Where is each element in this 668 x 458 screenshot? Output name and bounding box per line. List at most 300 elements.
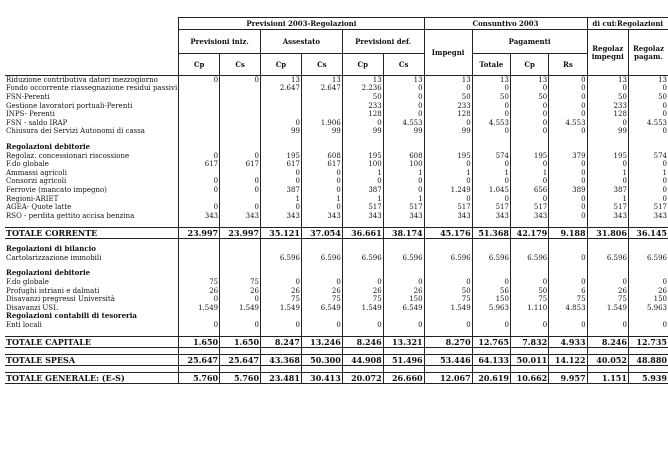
cell-value: [549, 262, 587, 269]
cell-value: [510, 238, 548, 245]
cell-value: [261, 365, 302, 372]
cell-value: 0: [261, 321, 302, 330]
table-row: [5, 84, 668, 93]
cell-value: [179, 110, 220, 119]
cell-value: [220, 347, 261, 354]
cell-value: 5.760: [220, 372, 261, 383]
cell-value: [628, 347, 668, 354]
row-label: Fondo occorrente riassegnazione residui passivi: [6, 84, 178, 93]
row-label: Ferrovie (mancato impegno): [6, 185, 107, 194]
cell-value: 0: [628, 84, 668, 93]
cell-value: [383, 262, 424, 269]
cell-value: [220, 365, 261, 372]
group-consuntivo-header: Consuntivo 2003: [424, 18, 587, 30]
impegni-header: Impegni: [424, 30, 472, 76]
cell-value: 50: [587, 93, 628, 102]
cell-value: 75: [301, 295, 342, 304]
cell-value: 0: [179, 321, 220, 330]
cell-value: 1.650: [220, 336, 261, 347]
cell-value: 517: [510, 203, 548, 212]
cell-value: 0: [510, 101, 548, 110]
cell-value: 50: [510, 286, 548, 295]
cell-value: [510, 220, 548, 227]
cell-value: [220, 220, 261, 227]
cell-value: 26: [220, 286, 261, 295]
cell-value: 517: [383, 203, 424, 212]
row-label: Regolazioni debitorie: [6, 142, 91, 151]
table-row: [5, 101, 668, 110]
cell-value: 343: [383, 211, 424, 220]
cell-value: [472, 245, 510, 254]
cell-value: 0: [472, 127, 510, 136]
cell-value: 0: [628, 160, 668, 169]
spacer-row: [5, 262, 668, 269]
cell-value: [510, 143, 548, 152]
regolaz-impegni-header: Regolaz impegni: [587, 30, 628, 76]
cell-value: 0: [510, 278, 548, 287]
cell-value: 51.496: [383, 354, 424, 365]
cell-value: 0: [342, 278, 383, 287]
table-body: [5, 76, 668, 384]
cell-value: [220, 118, 261, 127]
cell-value: 0: [587, 160, 628, 169]
cell-value: [383, 136, 424, 143]
cell-value: 23.997: [179, 227, 220, 238]
cell-value: 0: [424, 278, 472, 287]
cell-value: 0: [549, 278, 587, 287]
cell-value: 0: [424, 160, 472, 169]
cell-value: [424, 269, 472, 278]
cell-value: 0: [472, 110, 510, 119]
row-label: RSO - perdita gettito accisa benzina: [6, 211, 135, 220]
cell-value: 574: [472, 151, 510, 160]
row-label: FSN-Perenti: [6, 92, 50, 101]
cell-value: 13: [510, 76, 548, 85]
cell-value: 617: [261, 160, 302, 169]
cell-value: 13.321: [383, 336, 424, 347]
cell-value: 1.549: [424, 304, 472, 313]
row-label: [5, 220, 179, 227]
cell-value: 0: [587, 321, 628, 330]
cell-value: 150: [628, 295, 668, 304]
cell-value: [220, 84, 261, 93]
cell-value: 0: [628, 101, 668, 110]
row-label: Profughi istriani e dalmati: [6, 286, 100, 295]
cell-value: 64.133: [472, 354, 510, 365]
cell-value: [179, 269, 220, 278]
cell-value: [424, 220, 472, 227]
cell-value: 23.997: [220, 227, 261, 238]
cell-value: [510, 312, 548, 321]
cell-value: [628, 136, 668, 143]
cell-value: [261, 329, 302, 336]
cell-value: [301, 136, 342, 143]
cell-value: 0: [510, 127, 548, 136]
cell-value: 1: [342, 168, 383, 177]
row-label: F.do globale: [6, 160, 49, 169]
row-label: Chiusura dei Servizi Autonomi di cassa: [6, 127, 145, 136]
cell-value: 1: [383, 194, 424, 203]
cell-value: 1: [628, 168, 668, 177]
cell-value: [220, 101, 261, 110]
cell-value: 75: [179, 278, 220, 287]
table-row: [5, 118, 668, 127]
cell-value: 0: [472, 160, 510, 169]
col-totale: Totale: [472, 54, 510, 76]
cell-value: [628, 143, 668, 152]
col-cs: Cs: [220, 54, 261, 76]
cell-value: 12.735: [628, 336, 668, 347]
cell-value: [424, 365, 472, 372]
cell-value: [549, 329, 587, 336]
cell-value: 13.246: [301, 336, 342, 347]
cell-value: [587, 365, 628, 372]
cell-value: 1: [261, 194, 302, 203]
cell-value: 0: [383, 101, 424, 110]
cell-value: [301, 110, 342, 119]
cell-value: 9.957: [549, 372, 587, 383]
cell-value: 1.151: [587, 372, 628, 383]
cell-value: 0: [220, 203, 261, 212]
total-row: [5, 354, 668, 365]
cell-value: [510, 245, 548, 254]
cell-value: 50.300: [301, 354, 342, 365]
cell-value: [383, 143, 424, 152]
cell-value: 0: [549, 93, 587, 102]
cell-value: [261, 262, 302, 269]
cell-value: 8.247: [261, 336, 302, 347]
row-label: Disavanzi USL: [6, 303, 58, 312]
cell-value: 128: [587, 110, 628, 119]
cell-value: 0: [301, 186, 342, 195]
cell-value: [342, 269, 383, 278]
cell-value: [383, 329, 424, 336]
regolaz-pagam-header: Regolaz pagam.: [628, 30, 668, 76]
cell-value: 517: [628, 203, 668, 212]
cell-value: [510, 347, 548, 354]
cell-value: [587, 143, 628, 152]
table-row: [5, 160, 668, 169]
spacer-row: [5, 136, 668, 143]
cell-value: 1.110: [510, 304, 548, 313]
cell-value: 26: [628, 286, 668, 295]
cell-value: 1.549: [179, 304, 220, 313]
cell-value: 195: [342, 151, 383, 160]
table-row: [5, 194, 668, 203]
cell-value: 0: [510, 118, 548, 127]
cell-value: 1.249: [424, 186, 472, 195]
cell-value: [383, 365, 424, 372]
cell-value: 0: [587, 84, 628, 93]
cell-value: 99: [342, 127, 383, 136]
cell-value: 0: [549, 203, 587, 212]
table-row: [5, 186, 668, 195]
cell-value: [342, 238, 383, 245]
cell-value: [549, 238, 587, 245]
total-row: [5, 227, 668, 238]
cell-value: [220, 262, 261, 269]
cell-value: 75: [424, 295, 472, 304]
cell-value: [383, 347, 424, 354]
assestato-header: Assestato: [261, 30, 343, 54]
cell-value: 2.647: [301, 84, 342, 93]
cell-value: [587, 245, 628, 254]
cell-value: [424, 347, 472, 354]
regolazioni-table: [5, 17, 668, 384]
cell-value: 0: [261, 203, 302, 212]
table-row: [5, 110, 668, 119]
row-label: Regolazioni di bilancio: [6, 245, 96, 254]
cell-value: [301, 238, 342, 245]
cell-value: 656: [510, 186, 548, 195]
cell-value: 99: [261, 127, 302, 136]
cell-value: [220, 254, 261, 263]
cell-value: 0: [301, 177, 342, 186]
cell-value: 6.549: [383, 304, 424, 313]
cell-value: 6.596: [587, 254, 628, 263]
cell-value: [261, 101, 302, 110]
row-label: TOTALE CORRENTE: [5, 227, 179, 238]
cell-value: 56: [472, 286, 510, 295]
cell-value: 4.933: [549, 336, 587, 347]
cell-value: 1: [472, 168, 510, 177]
cell-value: 23.481: [261, 372, 302, 383]
cell-value: 6: [549, 286, 587, 295]
cell-value: [220, 143, 261, 152]
cell-value: 233: [424, 101, 472, 110]
spacer-row: [5, 238, 668, 245]
cell-value: 0: [424, 177, 472, 186]
cell-value: 4.553: [628, 118, 668, 127]
cell-value: 100: [342, 160, 383, 169]
cell-value: [261, 269, 302, 278]
cell-value: 6.596: [628, 254, 668, 263]
cell-value: 75: [220, 278, 261, 287]
cell-value: [472, 365, 510, 372]
cell-value: 0: [472, 177, 510, 186]
cell-value: [179, 143, 220, 152]
row-label: Regolazioni contabili di tesoreria: [6, 312, 137, 321]
table-row: [5, 143, 668, 152]
cell-value: 43.368: [261, 354, 302, 365]
cell-value: 10.662: [510, 372, 548, 383]
cell-value: [220, 312, 261, 321]
cell-value: 13: [424, 76, 472, 85]
cell-value: [510, 365, 548, 372]
cell-value: 343: [261, 211, 302, 220]
cell-value: [342, 365, 383, 372]
cell-value: 0: [628, 186, 668, 195]
row-label: Cartolarizzazione immobili: [6, 253, 102, 262]
total-row: [5, 372, 668, 383]
cell-value: 343: [220, 211, 261, 220]
cell-value: 0: [472, 84, 510, 93]
col-cs: Cs: [383, 54, 424, 76]
table-row: [5, 278, 668, 287]
row-label: [5, 238, 179, 245]
cell-value: 50: [424, 93, 472, 102]
table-row: [5, 245, 668, 254]
cell-value: 0: [301, 203, 342, 212]
cell-value: 0: [179, 203, 220, 212]
row-label: F.do globale: [6, 278, 49, 287]
cell-value: [424, 262, 472, 269]
cell-value: 75: [510, 295, 548, 304]
cell-value: 30.413: [301, 372, 342, 383]
cell-value: 343: [342, 211, 383, 220]
cell-value: [220, 168, 261, 177]
cell-value: 0: [549, 254, 587, 263]
cell-value: [301, 220, 342, 227]
cell-value: 99: [383, 127, 424, 136]
cell-value: [549, 220, 587, 227]
cell-value: [179, 84, 220, 93]
cell-value: [628, 220, 668, 227]
cell-value: 0: [510, 110, 548, 119]
cell-value: 1: [301, 194, 342, 203]
cell-value: 343: [510, 211, 548, 220]
cell-value: 0: [301, 278, 342, 287]
cell-value: 44.908: [342, 354, 383, 365]
cell-value: [587, 136, 628, 143]
cell-value: 0: [342, 321, 383, 330]
cell-value: [342, 347, 383, 354]
cell-value: 50: [628, 93, 668, 102]
cell-value: 0: [383, 177, 424, 186]
cell-value: 2.647: [261, 84, 302, 93]
cell-value: 387: [261, 186, 302, 195]
cell-value: 50: [510, 93, 548, 102]
cell-value: [424, 329, 472, 336]
cell-value: 50.011: [510, 354, 548, 365]
cell-value: 36.145: [628, 227, 668, 238]
cell-value: 100: [383, 160, 424, 169]
cell-value: 0: [549, 110, 587, 119]
cell-value: [179, 238, 220, 245]
cell-value: 13: [261, 76, 302, 85]
cell-value: 50: [424, 286, 472, 295]
cell-value: 517: [587, 203, 628, 212]
cell-value: [179, 101, 220, 110]
cell-value: 7.832: [510, 336, 548, 347]
cell-value: 6.549: [301, 304, 342, 313]
cell-value: 1: [587, 168, 628, 177]
cell-value: 0: [383, 84, 424, 93]
cell-value: 0: [549, 76, 587, 85]
cell-value: [472, 220, 510, 227]
cell-value: 0: [424, 118, 472, 127]
cell-value: [301, 347, 342, 354]
cell-value: [628, 365, 668, 372]
cell-value: [179, 365, 220, 372]
cell-value: 1.549: [220, 304, 261, 313]
cell-value: 4.553: [383, 118, 424, 127]
cell-value: 9.188: [549, 227, 587, 238]
spacer-row: [5, 329, 668, 336]
cell-value: [179, 136, 220, 143]
cell-value: 6.596: [424, 254, 472, 263]
cell-value: 1.045: [472, 186, 510, 195]
cell-value: 12.067: [424, 372, 472, 383]
cell-value: 4.853: [549, 304, 587, 313]
row-label: [5, 136, 179, 143]
cell-value: [472, 136, 510, 143]
cell-value: [587, 262, 628, 269]
table-row: [5, 254, 668, 263]
cell-value: 0: [549, 84, 587, 93]
cell-value: [179, 127, 220, 136]
cell-value: 99: [301, 127, 342, 136]
pagamenti-header: Pagamenti: [472, 30, 587, 54]
cell-value: 1: [383, 168, 424, 177]
cell-value: 128: [342, 110, 383, 119]
cell-value: 343: [424, 211, 472, 220]
cell-value: 26: [383, 286, 424, 295]
row-label: TOTALE CAPITALE: [5, 336, 179, 347]
cell-value: 0: [179, 186, 220, 195]
col-cp: Cp: [510, 54, 548, 76]
cell-value: 48.880: [628, 354, 668, 365]
cell-value: [179, 254, 220, 263]
cell-value: 0: [342, 177, 383, 186]
cell-value: [261, 93, 302, 102]
cell-value: 1.549: [261, 304, 302, 313]
cell-value: [179, 118, 220, 127]
cell-value: 617: [301, 160, 342, 169]
cell-value: [179, 168, 220, 177]
cell-value: [472, 347, 510, 354]
cell-value: 6.596: [510, 254, 548, 263]
cell-value: [261, 347, 302, 354]
cell-value: 0: [628, 177, 668, 186]
cell-value: [220, 238, 261, 245]
cell-value: 343: [472, 211, 510, 220]
cell-value: [301, 365, 342, 372]
cell-value: 1.906: [301, 118, 342, 127]
cell-value: [424, 143, 472, 152]
cell-value: 0: [628, 194, 668, 203]
row-label: [5, 262, 179, 269]
header-blank-2: [5, 30, 179, 54]
cell-value: 1.549: [342, 304, 383, 313]
cell-value: 0: [301, 321, 342, 330]
cell-value: 1: [510, 168, 548, 177]
cell-value: 0: [179, 177, 220, 186]
cell-value: 8.246: [342, 336, 383, 347]
cell-value: 26: [301, 286, 342, 295]
cell-value: [510, 262, 548, 269]
cell-value: 0: [261, 118, 302, 127]
spacer-row: [5, 347, 668, 354]
cell-value: 35.121: [261, 227, 302, 238]
cell-value: 0: [510, 321, 548, 330]
cell-value: [342, 312, 383, 321]
previsioni-def-header: Previsioni def.: [342, 30, 424, 54]
total-row: [5, 336, 668, 347]
row-label: [5, 347, 179, 354]
cell-value: [342, 143, 383, 152]
cell-value: 0: [424, 84, 472, 93]
cell-value: 20.619: [472, 372, 510, 383]
cell-value: 0: [628, 110, 668, 119]
cell-value: 0: [261, 168, 302, 177]
row-label: Ammassi agricoli: [6, 168, 68, 177]
cell-value: 343: [179, 211, 220, 220]
cell-value: [472, 262, 510, 269]
cell-value: [587, 312, 628, 321]
cell-value: [549, 136, 587, 143]
cell-value: 6.596: [472, 254, 510, 263]
